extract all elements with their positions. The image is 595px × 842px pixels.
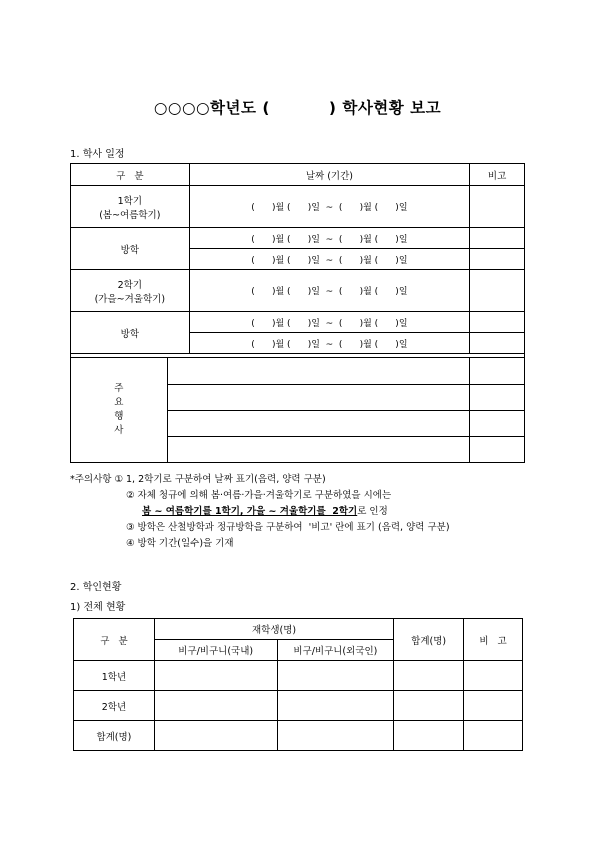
date-cell[interactable]: ( )월 ( )일 ~ ( )월 ( )일	[189, 228, 470, 249]
date-cell[interactable]: ( )월 ( )일 ~ ( )월 ( )일	[189, 312, 470, 333]
header-enrolled: 재학생(명)	[154, 619, 393, 640]
events-char: 요	[114, 397, 124, 408]
row-semester2-label	[71, 270, 190, 312]
note-line: ② 자체 청규에 의해 봄·여름·가을·겨울학기로 구분하였을 시에는	[126, 490, 392, 501]
page-title: ○○○○학년도 ( ) 학사현황 보고	[153, 99, 442, 117]
semester1-name: 1학기	[117, 195, 143, 207]
input-cell[interactable]	[154, 721, 277, 751]
note-line	[70, 504, 450, 520]
events-char: 사	[114, 425, 124, 436]
input-cell[interactable]	[277, 691, 394, 721]
section2-heading: 2. 학인현황	[70, 582, 122, 593]
remark-cell[interactable]	[470, 437, 525, 463]
header-domestic: 비구/비구니(국내)	[154, 640, 277, 661]
event-cell[interactable]	[167, 385, 469, 411]
remark-cell[interactable]	[470, 411, 525, 437]
input-cell[interactable]	[394, 661, 464, 691]
event-cell[interactable]	[167, 411, 469, 437]
note-line: ④ 방학 기간(일수)을 기재	[126, 538, 234, 549]
note-line: *주의사항 ① 1, 2학기로 구분하여 날짜 표기(음력, 양력 구분)	[70, 474, 326, 485]
remark-cell[interactable]	[470, 358, 525, 385]
date-cell[interactable]: ( )월 ( )일 ~ ( )월 ( )일	[189, 333, 470, 354]
row-label: 합계(명)	[74, 721, 155, 751]
semester2-sub: (가을~겨울학기)	[94, 293, 166, 305]
events-label	[71, 358, 168, 463]
date-cell[interactable]: ( )월 ( )일 ~ ( )월 ( )일	[189, 249, 470, 270]
row-vacation2-label: 방학	[71, 312, 190, 354]
event-cell[interactable]	[167, 358, 469, 385]
header-category: 구 분	[74, 619, 155, 661]
input-cell[interactable]	[464, 721, 523, 751]
row-label: 1학년	[74, 661, 155, 691]
header-remark: 비 고	[464, 619, 523, 661]
note-tail: 로 인정	[357, 506, 388, 517]
input-cell[interactable]	[464, 661, 523, 691]
schedule-table	[70, 163, 525, 463]
date-cell[interactable]: ( )월 ( )일 ~ ( )월 ( )일	[189, 270, 470, 312]
header-date: 날짜 (기간)	[189, 164, 470, 186]
event-cell[interactable]	[167, 437, 469, 463]
header-total: 합계(명)	[394, 619, 464, 661]
input-cell[interactable]	[394, 691, 464, 721]
section2-subheading: 1) 전체 현황	[70, 602, 126, 613]
remark-cell[interactable]	[470, 249, 525, 270]
input-cell[interactable]	[277, 721, 394, 751]
remark-cell[interactable]	[470, 333, 525, 354]
semester2-name: 2학기	[117, 279, 143, 291]
events-char: 행	[114, 411, 124, 422]
header-remark: 비고	[470, 164, 525, 186]
row-semester1-label	[71, 186, 190, 228]
row-label: 2학년	[74, 691, 155, 721]
student-table	[73, 618, 523, 751]
section1-heading: 1. 학사 일정	[70, 149, 125, 160]
remark-cell[interactable]	[470, 186, 525, 228]
notes-block	[70, 472, 450, 552]
note-emphasis: 봄 ~ 여름학기를 1학기, 가을 ~ 겨울학기를 2학기	[142, 506, 358, 517]
input-cell[interactable]	[154, 691, 277, 721]
input-cell[interactable]	[394, 721, 464, 751]
header-category: 구 분	[71, 164, 190, 186]
row-vacation1-label: 방학	[71, 228, 190, 270]
remark-cell[interactable]	[470, 228, 525, 249]
header-foreign: 비구/비구니(외국인)	[277, 640, 394, 661]
input-cell[interactable]	[464, 691, 523, 721]
remark-cell[interactable]	[470, 385, 525, 411]
date-cell[interactable]: ( )월 ( )일 ~ ( )월 ( )일	[189, 186, 470, 228]
input-cell[interactable]	[154, 661, 277, 691]
input-cell[interactable]	[277, 661, 394, 691]
remark-cell[interactable]	[470, 270, 525, 312]
semester1-sub: (봄~여름학기)	[99, 209, 161, 221]
events-char: 주	[114, 383, 124, 394]
note-line: ③ 방학은 산철방학과 정규방학을 구분하여 '비고' 란에 표기 (음력, 양력 구분)	[126, 522, 450, 533]
remark-cell[interactable]	[470, 312, 525, 333]
